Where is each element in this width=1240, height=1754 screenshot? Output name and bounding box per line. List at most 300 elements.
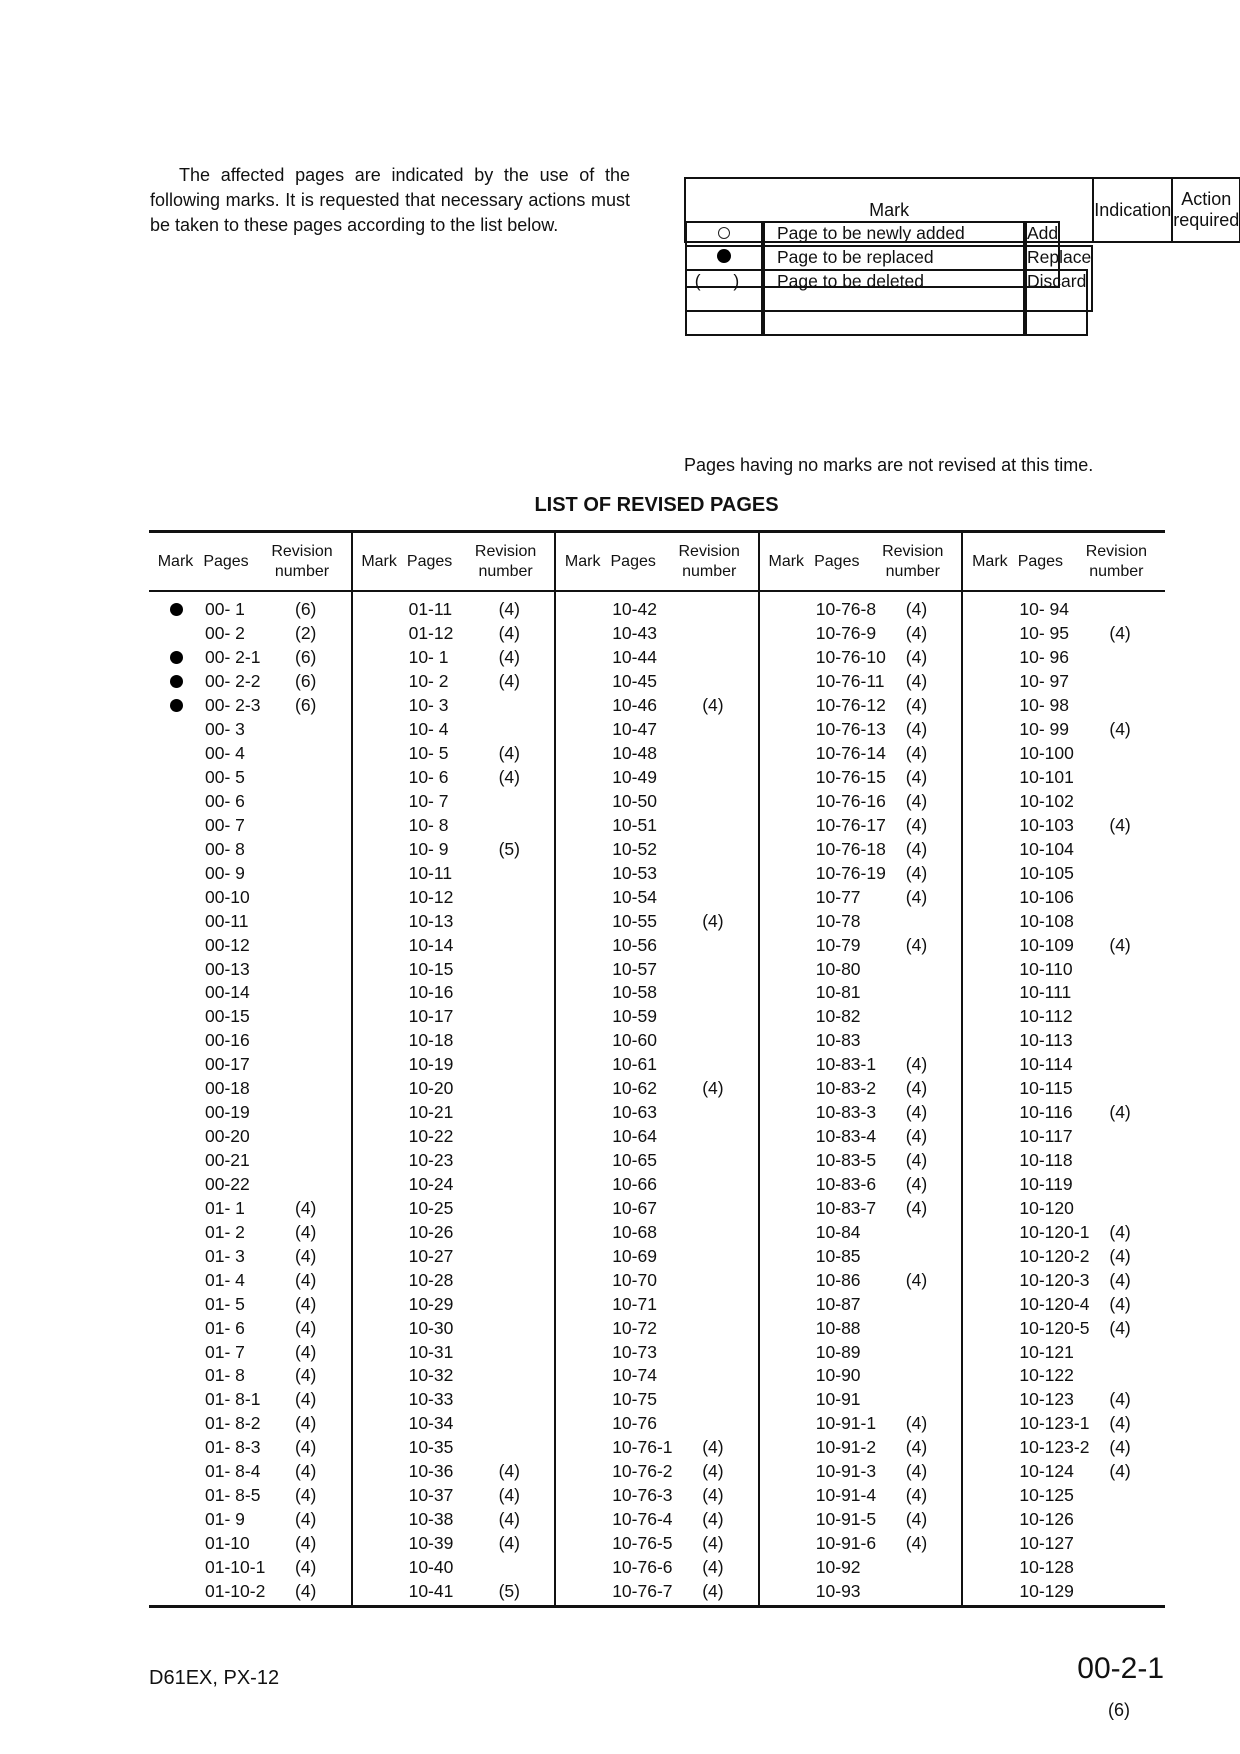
no-marks-note: Pages having no marks are not revised at this time. [684, 455, 1094, 475]
replaced-mark-icon [170, 675, 183, 688]
page-row [963, 1101, 1165, 1125]
page-row [556, 646, 758, 670]
page-row [760, 1340, 962, 1364]
page-id: 00- 2-2 [205, 671, 261, 692]
page-row [963, 837, 1165, 861]
page-row [556, 909, 758, 933]
revision-number: (4) [498, 599, 520, 620]
page-id: 10-87 [815, 1293, 861, 1314]
page-id: 00-16 [205, 1030, 250, 1051]
page-row [353, 1220, 555, 1244]
page-row [963, 1053, 1165, 1077]
page-row [149, 1579, 351, 1603]
page-row [149, 1220, 351, 1244]
page-id: 10-32 [408, 1365, 454, 1386]
open-circle-icon [718, 227, 730, 239]
revision-number: (4) [905, 814, 928, 835]
page-row [149, 598, 351, 622]
column-header [963, 533, 1165, 592]
page-row [149, 718, 351, 742]
page-id: 10-53 [612, 862, 657, 883]
page-row [760, 694, 962, 718]
list-title: LIST OF REVISED PAGES [534, 494, 779, 516]
header-revision-number: Revision number [271, 542, 333, 580]
header-mark: Mark [768, 552, 805, 570]
page-id: 10-102 [1019, 790, 1074, 811]
page-id: 10-70 [612, 1269, 657, 1290]
page-id: 10-12 [408, 886, 454, 907]
page-id: 10-40 [408, 1556, 454, 1577]
page-id: 01-12 [408, 623, 454, 644]
page-row [353, 1388, 555, 1412]
page-id: 10-122 [1019, 1365, 1074, 1386]
page-row [963, 1484, 1165, 1508]
page-id: 01- 3 [205, 1245, 245, 1266]
revision-number: (4) [498, 671, 520, 692]
page-id: 10-62 [612, 1078, 657, 1099]
page-id: 00-19 [205, 1102, 250, 1123]
page-row [760, 1364, 962, 1388]
page-row [963, 1125, 1165, 1149]
page-id: 10-77 [815, 886, 861, 907]
revision-number: (4) [1109, 1245, 1131, 1266]
page-id: 10-38 [408, 1509, 454, 1530]
page-id: 10-100 [1019, 743, 1074, 764]
page-id: 10-17 [408, 1006, 454, 1027]
page-id: 10-114 [1019, 1054, 1073, 1075]
page-id: 00-12 [205, 934, 250, 955]
page-row [760, 646, 962, 670]
page-id: 10-48 [612, 743, 657, 764]
page-id: 10-76-1 [612, 1437, 673, 1458]
page-id: 10-91-6 [815, 1533, 877, 1554]
revision-number: (4) [295, 1197, 317, 1218]
revision-number: (4) [905, 599, 928, 620]
page-row [149, 1412, 351, 1436]
revision-number: (6) [295, 599, 317, 620]
legend-mark-cell [685, 269, 763, 336]
page-id: 10- 4 [408, 719, 449, 740]
page-id: 10-117 [1019, 1126, 1073, 1147]
revision-number: (4) [702, 695, 724, 716]
page-row [556, 1436, 758, 1460]
revision-number: (4) [498, 743, 520, 764]
page-id: 00- 9 [205, 862, 245, 883]
page-id: 10- 3 [408, 695, 449, 716]
page-id: 10-49 [612, 767, 657, 788]
page-row [963, 1149, 1165, 1173]
replaced-mark-icon [170, 699, 183, 712]
page-id: 10-91-4 [815, 1485, 877, 1506]
page-row [556, 1053, 758, 1077]
revision-number: (4) [905, 1485, 928, 1506]
page-row [963, 1436, 1165, 1460]
page-id: 00- 2 [205, 623, 245, 644]
page-row [149, 1556, 351, 1580]
revision-column [351, 533, 555, 1605]
revision-number: (4) [905, 1078, 928, 1099]
revision-number: (6) [295, 647, 317, 668]
page-revision: (6) [1108, 1700, 1130, 1720]
page-id: 10-76-15 [815, 767, 886, 788]
page-id: 10-43 [612, 623, 657, 644]
page-id: 10-42 [612, 599, 657, 620]
revision-number: (5) [498, 1580, 520, 1601]
page-row [963, 981, 1165, 1005]
page-id: 10-19 [408, 1054, 454, 1075]
page-id: 10-23 [408, 1150, 454, 1171]
page-id: 10-76-14 [815, 743, 886, 764]
page-id: 10- 2 [408, 671, 449, 692]
page-row [556, 1196, 758, 1220]
page-row [963, 885, 1165, 909]
page-id: 10-76-18 [815, 838, 886, 859]
page-id: 10-20 [408, 1078, 454, 1099]
page-id: 10-129 [1019, 1580, 1074, 1601]
column-header [760, 533, 962, 592]
page-row [149, 694, 351, 718]
page-id: 10-81 [815, 982, 861, 1003]
page-id: 00-22 [205, 1173, 250, 1194]
row-mark [149, 675, 203, 688]
revision-number: (4) [498, 1533, 520, 1554]
page-row [556, 1005, 758, 1029]
header-revision-number: Revision number [1085, 542, 1148, 580]
revision-number: (4) [498, 623, 520, 644]
page-row [760, 622, 962, 646]
page-id: 10-29 [408, 1293, 454, 1314]
page-id: 10-90 [815, 1365, 861, 1386]
page-row [760, 1316, 962, 1340]
page-row [556, 861, 758, 885]
revision-number: (4) [905, 1269, 928, 1290]
page-id: 10-104 [1019, 838, 1074, 859]
page-row [353, 1292, 555, 1316]
page-id: 10-113 [1019, 1030, 1073, 1051]
legend-action: Add [1025, 221, 1060, 288]
page-id: 10-120-1 [1019, 1221, 1090, 1242]
page-id: 10-37 [408, 1485, 454, 1506]
page-row [963, 1029, 1165, 1053]
page-row [760, 766, 962, 790]
page-row [760, 1077, 962, 1101]
page-id: 10-76-8 [815, 599, 877, 620]
page-row [963, 1196, 1165, 1220]
page-id: 10-76-16 [815, 790, 886, 811]
page-row [353, 1364, 555, 1388]
page-id: 10-44 [612, 647, 657, 668]
page-row [963, 1173, 1165, 1197]
page-row [556, 1556, 758, 1580]
page-row [556, 1149, 758, 1173]
revision-number: (4) [295, 1556, 317, 1577]
page-number: 00-2-1 [1077, 1652, 1164, 1685]
page-row [353, 957, 555, 981]
page-row [149, 909, 351, 933]
page-id: 10-28 [408, 1269, 454, 1290]
page-id: 10-110 [1019, 958, 1073, 979]
page-row [149, 885, 351, 909]
page-id: 10-127 [1019, 1533, 1074, 1554]
revision-number: (4) [1109, 1413, 1131, 1434]
page-id: 10-120 [1019, 1197, 1074, 1218]
page-id: 10-108 [1019, 910, 1074, 931]
page-row [556, 957, 758, 981]
page-id: 10-18 [408, 1030, 454, 1051]
page-id: 10-91-3 [815, 1461, 877, 1482]
page-row [556, 1579, 758, 1603]
page-id: 10-89 [815, 1341, 861, 1362]
revision-number: (4) [295, 1317, 317, 1338]
revision-number: (4) [905, 1197, 928, 1218]
page-row [149, 742, 351, 766]
page-id: 10- 99 [1019, 719, 1069, 740]
revision-number: (5) [498, 838, 520, 859]
page-row [963, 646, 1165, 670]
page-row [963, 1220, 1165, 1244]
page-row [556, 1268, 758, 1292]
page-row [963, 1292, 1165, 1316]
page-row [760, 1244, 962, 1268]
revision-number: (4) [498, 767, 520, 788]
page-row [760, 1532, 962, 1556]
column-body [760, 592, 962, 1603]
page-id: 00-13 [205, 958, 250, 979]
page-id: 10-60 [612, 1030, 657, 1051]
page-id: 10-111 [1019, 982, 1072, 1003]
revision-number: (4) [1109, 1317, 1131, 1338]
revision-number: (4) [1109, 1437, 1131, 1458]
legend-indication: Page to be deleted [763, 269, 1025, 336]
page-row [353, 1508, 555, 1532]
page-id: 10-83-3 [815, 1102, 877, 1123]
revision-number: (4) [498, 1485, 520, 1506]
revision-number: (4) [905, 623, 928, 644]
revision-number: (4) [905, 1150, 928, 1171]
revision-number: (4) [702, 1509, 724, 1530]
page-row [963, 1556, 1165, 1580]
page-row [760, 670, 962, 694]
page-id: 01-10-1 [205, 1556, 266, 1577]
page-row [760, 885, 962, 909]
page-row [963, 790, 1165, 814]
page-id: 01- 5 [205, 1293, 245, 1314]
revision-number: (4) [295, 1485, 317, 1506]
page-row [760, 837, 962, 861]
revision-number: (4) [905, 1533, 928, 1554]
revision-number: (4) [905, 934, 928, 955]
revision-number: (4) [295, 1533, 317, 1554]
page-id: 10-31 [408, 1341, 454, 1362]
page-row [149, 1077, 351, 1101]
header-pages: Pages [203, 552, 249, 570]
page-id: 00-21 [205, 1150, 250, 1171]
page-id: 01-10 [205, 1533, 250, 1554]
page-id: 10-24 [408, 1173, 454, 1194]
page-row [760, 1220, 962, 1244]
page-row [353, 981, 555, 1005]
legend-action: Replace [1025, 245, 1093, 312]
page-row [556, 766, 758, 790]
page-row [760, 1579, 962, 1603]
page-row [149, 670, 351, 694]
page-id: 10-124 [1019, 1461, 1074, 1482]
page-row [353, 622, 555, 646]
page-id: 10-112 [1019, 1006, 1073, 1027]
model-label: D61EX, PX-12 [149, 1667, 280, 1689]
page-id: 10-76 [612, 1413, 657, 1434]
page-id: 10-52 [612, 838, 657, 859]
page-id: 10-21 [408, 1102, 454, 1123]
page-id: 10-69 [612, 1245, 657, 1266]
page-id: 01- 2 [205, 1221, 245, 1242]
page-row [963, 718, 1165, 742]
page-row [149, 957, 351, 981]
page-row [963, 1268, 1165, 1292]
revision-column [554, 533, 758, 1605]
revision-number: (6) [295, 695, 317, 716]
page-row [353, 1077, 555, 1101]
revision-number: (4) [702, 1533, 724, 1554]
page-id: 10-83-5 [815, 1150, 877, 1171]
page-row [149, 1053, 351, 1077]
page-row [353, 885, 555, 909]
page-id: 10- 9 [408, 838, 449, 859]
replaced-mark-icon [170, 651, 183, 664]
page-id: 10- 98 [1019, 695, 1069, 716]
page-id: 10-14 [408, 934, 454, 955]
page-row [149, 1340, 351, 1364]
revision-column [961, 533, 1165, 1605]
revision-number: (4) [905, 719, 928, 740]
revision-number: (4) [702, 1437, 724, 1458]
page-row [556, 694, 758, 718]
page-row [963, 1412, 1165, 1436]
page-row [149, 1532, 351, 1556]
page-id: 01- 6 [205, 1317, 245, 1338]
page-row [556, 1412, 758, 1436]
page-row [963, 861, 1165, 885]
page-row [556, 1316, 758, 1340]
page-id: 10-76-6 [612, 1556, 673, 1577]
page-row [760, 861, 962, 885]
page-row [149, 1388, 351, 1412]
page-id: 10-15 [408, 958, 454, 979]
page-row [760, 1268, 962, 1292]
revision-number: (4) [295, 1413, 317, 1434]
revision-number: (4) [295, 1509, 317, 1530]
header-revision-number: Revision number [678, 542, 740, 580]
page-row [149, 1460, 351, 1484]
legend-header-indication: Indication [1093, 178, 1172, 242]
page-id: 10-51 [612, 814, 657, 835]
page-id: 01- 4 [205, 1269, 245, 1290]
revision-number: (4) [702, 910, 724, 931]
page-row [556, 813, 758, 837]
page-id: 01- 8-4 [205, 1461, 261, 1482]
page-id: 10-123-1 [1019, 1413, 1090, 1434]
page-row [556, 1101, 758, 1125]
header-mark: Mark [564, 552, 601, 570]
page-id: 00- 8 [205, 838, 245, 859]
revision-number: (4) [295, 1245, 317, 1266]
page-id: 10-93 [815, 1580, 861, 1601]
page-id: 01- 7 [205, 1341, 245, 1362]
page-row [556, 790, 758, 814]
page-row [353, 1101, 555, 1125]
page-row [149, 622, 351, 646]
legend-action: Discard [1025, 269, 1088, 336]
page-row [760, 981, 962, 1005]
header-pages: Pages [1017, 552, 1064, 570]
page-row [353, 1556, 555, 1580]
page-id: 00- 3 [205, 719, 245, 740]
page-row [963, 1579, 1165, 1603]
page-row [149, 1508, 351, 1532]
page-id: 10-85 [815, 1245, 861, 1266]
page-row [149, 861, 351, 885]
page-row [353, 1005, 555, 1029]
page-row [353, 933, 555, 957]
page-row [760, 1053, 962, 1077]
page-row [760, 1436, 962, 1460]
page-row [760, 933, 962, 957]
page-id: 10-58 [612, 982, 657, 1003]
page-id: 00-14 [205, 982, 250, 1003]
revision-number: (4) [905, 1509, 928, 1530]
page-row [353, 813, 555, 837]
header-mark: Mark [361, 552, 397, 570]
page-id: 10- 95 [1019, 623, 1069, 644]
page-row [353, 1029, 555, 1053]
row-mark [149, 651, 203, 664]
page-row [556, 837, 758, 861]
page-id: 10-76-5 [612, 1533, 673, 1554]
revision-number: (4) [295, 1221, 317, 1242]
page-id: 01- 8-5 [205, 1485, 261, 1506]
header-pages: Pages [610, 552, 656, 570]
revision-number: (4) [702, 1461, 724, 1482]
page-row [353, 766, 555, 790]
page-id: 00- 2-3 [205, 695, 261, 716]
page-id: 00- 7 [205, 814, 245, 835]
page-id: 00- 6 [205, 790, 245, 811]
page-id: 10-105 [1019, 862, 1074, 883]
page-row [963, 933, 1165, 957]
revision-number: (6) [295, 671, 317, 692]
page-row [963, 1340, 1165, 1364]
page-id: 10-83-4 [815, 1126, 877, 1147]
page-id: 10- 7 [408, 790, 449, 811]
page-id: 10-34 [408, 1413, 454, 1434]
page-row [760, 1149, 962, 1173]
page-id: 10-88 [815, 1317, 861, 1338]
revision-number: (4) [905, 1054, 928, 1075]
page-id: 10-91-5 [815, 1509, 877, 1530]
revision-number: (4) [1109, 814, 1131, 835]
page-id: 10-76-10 [815, 647, 886, 668]
page-row [149, 933, 351, 957]
page-row [556, 1292, 758, 1316]
page-id: 10-76-17 [815, 814, 886, 835]
page-id: 10-121 [1019, 1341, 1074, 1362]
page-row [760, 1556, 962, 1580]
page-id: 10-79 [815, 934, 861, 955]
page-id: 01- 9 [205, 1509, 245, 1530]
page-row [149, 1149, 351, 1173]
page-id: 10-120-5 [1019, 1317, 1090, 1338]
page-row [149, 1005, 351, 1029]
